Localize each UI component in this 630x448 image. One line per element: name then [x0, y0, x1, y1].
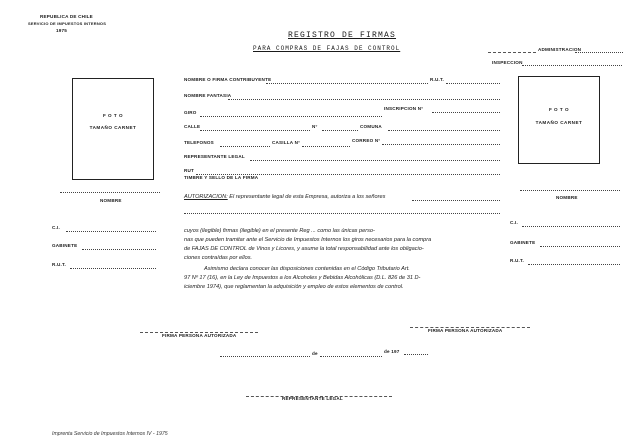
legal-signature-label: REPRESENTANTE LEGAL: [282, 396, 343, 401]
left-ci-field[interactable]: [66, 231, 156, 232]
authorized-names-field-2[interactable]: [184, 213, 500, 214]
left-cabinet-label: GABINETE: [52, 243, 78, 248]
business-field[interactable]: [200, 116, 382, 117]
left-name-field[interactable]: [60, 192, 160, 193]
photo-size-right: TAMAÑO CARNET: [535, 120, 583, 125]
number-label: N°: [312, 124, 318, 129]
right-signature-label: FIRMA PERSONA AUTORIZADA: [428, 328, 503, 333]
date-place-field[interactable]: [220, 356, 310, 357]
phones-label: TELEFONOS: [184, 140, 214, 145]
photo-title-right: F O T O: [548, 107, 570, 112]
left-rut-label: R.U.T.: [52, 262, 66, 267]
phones-field[interactable]: [220, 146, 270, 147]
inscription-field[interactable]: [432, 112, 500, 113]
agency-label: SERVICIO DE IMPUESTOS INTERNOS: [28, 21, 107, 26]
country-label: REPUBLICA DE CHILE: [40, 14, 93, 19]
rep-rut-label: RUT: [184, 168, 195, 173]
authorized-names-field-1[interactable]: [412, 200, 500, 201]
year-label: 1975: [56, 28, 68, 33]
street-field[interactable]: [200, 130, 310, 131]
administration-field[interactable]: [575, 52, 623, 53]
left-ci-label: C.I.: [52, 225, 60, 230]
rut-label: R.U.T.: [430, 77, 444, 82]
authorization-para-2: nas que pueden tramitar ante el Servicio de Impuestos Internos los giros necesarios para la compra: [184, 237, 432, 243]
footer-imprint: Imprenta Servicio de Impuestos Internos IV - 1975: [52, 431, 168, 437]
mail-label: CORREO N°: [352, 138, 381, 143]
inspection-label: INSPECCION: [492, 60, 523, 65]
stamp-label: TIMBRE Y SELLO DE LA FIRMA: [184, 175, 259, 180]
right-rut-label: R.U.T.: [510, 258, 524, 263]
taxpayer-field[interactable]: [266, 83, 428, 84]
date-month-field[interactable]: [320, 356, 382, 357]
date-de-label: de: [312, 351, 318, 356]
administration-label: ADMINISTRACION: [538, 47, 582, 52]
rut-field[interactable]: [446, 83, 500, 84]
right-name-field[interactable]: [520, 190, 620, 191]
authorization-para-6: 97 Nº 17 (16), en la Ley de Impuestos a los Alcoholes y Bebidas Alcohólicas (D.L. 826 de 31 D-: [184, 275, 421, 281]
right-ci-field[interactable]: [522, 226, 620, 227]
left-name-label: NOMBRE: [100, 198, 122, 203]
authorization-heading: AUTORIZACION:: [184, 194, 228, 200]
mail-field[interactable]: [382, 144, 500, 145]
right-name-label: NOMBRE: [556, 195, 578, 200]
number-field[interactable]: [322, 130, 358, 131]
authorization-para-5: Asimismo declara conocer las disposiciones contenidas en el Código Tributario Art.: [204, 266, 410, 272]
legal-rep-label: REPRESENTANTE LEGAL: [184, 154, 245, 159]
authorization-text: El representante legal de esta Empresa, autoriza a los señores: [229, 194, 386, 200]
right-cabinet-field[interactable]: [540, 246, 620, 247]
page-title: REGISTRO DE FIRMAS: [288, 31, 397, 40]
authorization-para-3: de FAJAS DE CONTROL de Vinos y Licores, y asume la total responsabilidad ante los obligacio-: [184, 246, 424, 252]
inscription-label: INSCRIPCION N°: [384, 106, 424, 111]
fantasy-name-field[interactable]: [228, 99, 500, 100]
authorization-para-1: cuyos (ilegible) firmas (ilegible) en el presente Reg ... como las únicas perso-: [184, 228, 375, 234]
right-rut-field[interactable]: [528, 264, 620, 265]
left-signature-label: FIRMA PERSONA AUTORIZADA: [162, 333, 237, 338]
date-year-field[interactable]: [404, 354, 428, 355]
page-subtitle: PARA COMPRAS DE FAJAS DE CONTROL: [253, 45, 401, 52]
commune-field[interactable]: [388, 130, 500, 131]
business-label: GIRO: [184, 110, 197, 115]
street-label: CALLE: [184, 124, 201, 129]
taxpayer-label: NOMBRE O FIRMA CONTRIBUYENTE: [184, 77, 272, 82]
date-year-label: de 197: [384, 349, 400, 354]
photo-size-left: TAMAÑO CARNET: [89, 125, 137, 130]
fantasy-name-label: NOMBRE FANTASIA: [184, 93, 232, 98]
photo-title-left: F O T O: [102, 113, 124, 118]
authorization-para-7: iciembre 1974), que reglamentan la adquisición y empleo de estos elementos de control.: [184, 284, 404, 290]
legal-rep-field[interactable]: [250, 160, 500, 161]
commune-label: COMUNA: [360, 124, 382, 129]
left-cabinet-field[interactable]: [82, 249, 156, 250]
right-cabinet-label: GABINETE: [510, 240, 536, 245]
po-box-field[interactable]: [302, 146, 350, 147]
po-box-label: CASILLA N°: [272, 140, 301, 145]
authorization-para-4: ciones contraídas por ellos.: [184, 255, 253, 261]
photo-box-left[interactable]: [72, 78, 154, 180]
authorization-line: [184, 193, 385, 202]
photo-box-right[interactable]: [518, 76, 600, 164]
right-ci-label: C.I.: [510, 220, 518, 225]
inspection-field[interactable]: [522, 65, 622, 66]
left-rut-field[interactable]: [70, 268, 156, 269]
